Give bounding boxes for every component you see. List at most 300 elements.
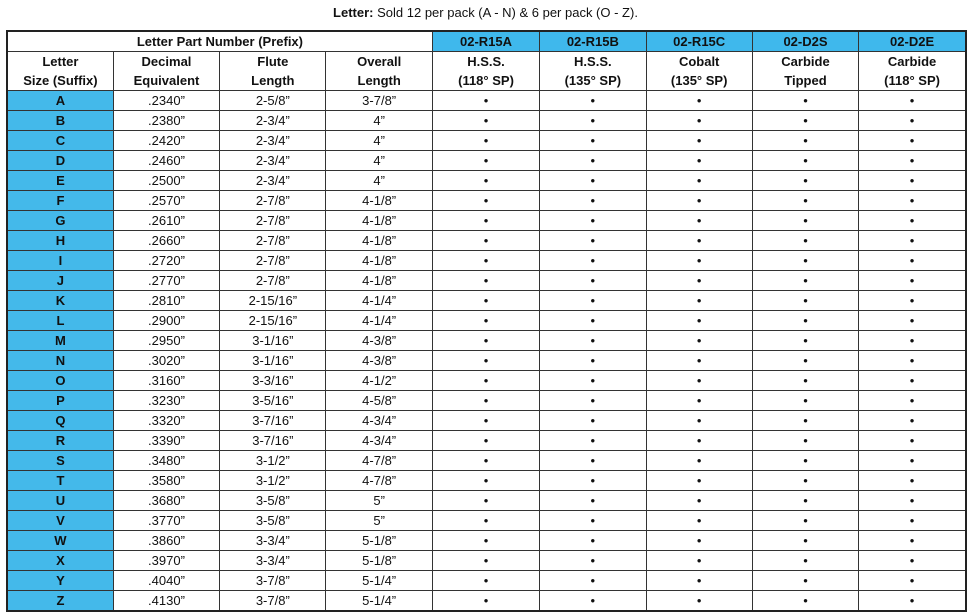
letter-size-cell: H bbox=[7, 231, 113, 251]
decimal-cell: .2810” bbox=[113, 291, 219, 311]
availability-dot: • bbox=[432, 91, 539, 111]
availability-dot: • bbox=[432, 591, 539, 612]
flute-length-cell: 2-3/4” bbox=[220, 171, 326, 191]
flute-length-cell: 3-7/16” bbox=[220, 431, 326, 451]
availability-dot: • bbox=[859, 171, 966, 191]
letter-size-cell: G bbox=[7, 211, 113, 231]
overall-length-cell: 4-7/8” bbox=[326, 451, 432, 471]
availability-dot: • bbox=[432, 311, 539, 331]
availability-dot: • bbox=[752, 291, 858, 311]
availability-dot: • bbox=[752, 391, 858, 411]
column-header-line: Overall bbox=[357, 54, 402, 69]
availability-dot: • bbox=[646, 371, 752, 391]
availability-dot: • bbox=[540, 571, 646, 591]
availability-dot: • bbox=[540, 331, 646, 351]
letter-size-cell: V bbox=[7, 511, 113, 531]
availability-dot: • bbox=[859, 511, 966, 531]
availability-dot: • bbox=[859, 391, 966, 411]
overall-length-cell: 4-1/8” bbox=[326, 231, 432, 251]
decimal-cell: .3390” bbox=[113, 431, 219, 451]
availability-dot: • bbox=[752, 411, 858, 431]
overall-length-cell: 4-3/4” bbox=[326, 411, 432, 431]
availability-dot: • bbox=[646, 271, 752, 291]
availability-dot: • bbox=[432, 431, 539, 451]
overall-length-cell: 4-1/4” bbox=[326, 291, 432, 311]
table-row bbox=[7, 171, 966, 191]
availability-dot: • bbox=[646, 571, 752, 591]
overall-length-cell: 4-1/8” bbox=[326, 211, 432, 231]
availability-dot: • bbox=[432, 331, 539, 351]
overall-length-cell: 5” bbox=[326, 511, 432, 531]
decimal-cell: .3020” bbox=[113, 351, 219, 371]
decimal-cell: .2720” bbox=[113, 251, 219, 271]
table-row bbox=[7, 511, 966, 531]
table-row bbox=[7, 551, 966, 571]
table-row bbox=[7, 191, 966, 211]
availability-dot: • bbox=[752, 91, 858, 111]
letter-size-cell: O bbox=[7, 371, 113, 391]
column-header-line: Length bbox=[357, 73, 401, 88]
flute-length-cell: 3-7/8” bbox=[220, 571, 326, 591]
part-number-header: 02-R15B bbox=[540, 31, 646, 52]
overall-length-cell: 4-1/8” bbox=[326, 271, 432, 291]
decimal-cell: .3970” bbox=[113, 551, 219, 571]
availability-dot: • bbox=[432, 471, 539, 491]
decimal-cell: .4130” bbox=[113, 591, 219, 612]
availability-dot: • bbox=[540, 411, 646, 431]
availability-dot: • bbox=[646, 391, 752, 411]
availability-dot: • bbox=[432, 411, 539, 431]
availability-dot: • bbox=[752, 311, 858, 331]
overall-length-cell: 4-3/8” bbox=[326, 331, 432, 351]
availability-dot: • bbox=[540, 551, 646, 571]
decimal-cell: .3160” bbox=[113, 371, 219, 391]
flute-length-cell: 2-5/8” bbox=[220, 91, 326, 111]
flute-length-cell: 2-7/8” bbox=[220, 191, 326, 211]
availability-dot: • bbox=[859, 551, 966, 571]
column-header bbox=[859, 52, 966, 91]
availability-dot: • bbox=[859, 131, 966, 151]
availability-dot: • bbox=[432, 111, 539, 131]
flute-length-cell: 2-3/4” bbox=[220, 111, 326, 131]
flute-length-cell: 2-15/16” bbox=[220, 291, 326, 311]
availability-dot: • bbox=[752, 171, 858, 191]
availability-dot: • bbox=[752, 331, 858, 351]
letter-size-cell: F bbox=[7, 191, 113, 211]
availability-dot: • bbox=[859, 571, 966, 591]
flute-length-cell: 3-3/4” bbox=[220, 551, 326, 571]
part-number-header: 02-R15C bbox=[646, 31, 752, 52]
availability-dot: • bbox=[540, 351, 646, 371]
availability-dot: • bbox=[540, 151, 646, 171]
flute-length-cell: 2-7/8” bbox=[220, 251, 326, 271]
column-header-line: (118° SP) bbox=[458, 73, 514, 88]
availability-dot: • bbox=[646, 191, 752, 211]
decimal-cell: .3860” bbox=[113, 531, 219, 551]
availability-dot: • bbox=[540, 111, 646, 131]
letter-size-cell: T bbox=[7, 471, 113, 491]
decimal-cell: .2460” bbox=[113, 151, 219, 171]
availability-dot: • bbox=[859, 231, 966, 251]
availability-dot: • bbox=[859, 591, 966, 612]
flute-length-cell: 3-1/2” bbox=[220, 471, 326, 491]
overall-length-cell: 4-5/8” bbox=[326, 391, 432, 411]
availability-dot: • bbox=[752, 231, 858, 251]
overall-length-cell: 5-1/8” bbox=[326, 551, 432, 571]
decimal-cell: .3230” bbox=[113, 391, 219, 411]
decimal-cell: .3320” bbox=[113, 411, 219, 431]
letter-size-cell: D bbox=[7, 151, 113, 171]
availability-dot: • bbox=[432, 191, 539, 211]
overall-length-cell: 4-7/8” bbox=[326, 471, 432, 491]
availability-dot: • bbox=[752, 571, 858, 591]
decimal-cell: .2660” bbox=[113, 231, 219, 251]
overall-length-cell: 5” bbox=[326, 491, 432, 511]
table-row bbox=[7, 131, 966, 151]
overall-length-cell: 4-1/8” bbox=[326, 191, 432, 211]
availability-dot: • bbox=[646, 551, 752, 571]
availability-dot: • bbox=[432, 531, 539, 551]
availability-dot: • bbox=[432, 291, 539, 311]
availability-dot: • bbox=[859, 471, 966, 491]
table-row bbox=[7, 531, 966, 551]
column-header-line: Equivalent bbox=[133, 73, 200, 88]
letter-size-cell: N bbox=[7, 351, 113, 371]
column-header bbox=[326, 52, 432, 91]
column-header-row bbox=[7, 52, 966, 91]
letter-size-cell: W bbox=[7, 531, 113, 551]
table-row bbox=[7, 231, 966, 251]
availability-dot: • bbox=[540, 511, 646, 531]
flute-length-cell: 3-5/8” bbox=[220, 511, 326, 531]
availability-dot: • bbox=[752, 491, 858, 511]
column-header-line: (135° SP) bbox=[670, 73, 728, 88]
column-header-line: Letter bbox=[42, 54, 79, 69]
availability-dot: • bbox=[752, 251, 858, 271]
availability-dot: • bbox=[752, 451, 858, 471]
overall-length-cell: 4” bbox=[326, 111, 432, 131]
availability-dot: • bbox=[432, 171, 539, 191]
decimal-cell: .3770” bbox=[113, 511, 219, 531]
availability-dot: • bbox=[540, 311, 646, 331]
table-row bbox=[7, 391, 966, 411]
availability-dot: • bbox=[859, 151, 966, 171]
letter-size-cell: P bbox=[7, 391, 113, 411]
availability-dot: • bbox=[540, 431, 646, 451]
flute-length-cell: 3-5/16” bbox=[220, 391, 326, 411]
availability-dot: • bbox=[646, 211, 752, 231]
letter-size-cell: B bbox=[7, 111, 113, 131]
availability-dot: • bbox=[752, 351, 858, 371]
caption-text: Sold 12 per pack (A - N) & 6 per pack (O - Z). bbox=[377, 5, 638, 20]
availability-dot: • bbox=[646, 451, 752, 471]
availability-dot: • bbox=[752, 371, 858, 391]
letter-size-cell: Y bbox=[7, 571, 113, 591]
availability-dot: • bbox=[540, 291, 646, 311]
letter-size-cell: E bbox=[7, 171, 113, 191]
column-header bbox=[540, 52, 646, 91]
overall-length-cell: 3-7/8” bbox=[326, 91, 432, 111]
letter-size-cell: A bbox=[7, 91, 113, 111]
table-body bbox=[7, 91, 966, 612]
table-row bbox=[7, 431, 966, 451]
availability-dot: • bbox=[752, 131, 858, 151]
overall-length-cell: 5-1/8” bbox=[326, 531, 432, 551]
availability-dot: • bbox=[752, 531, 858, 551]
letter-size-cell: Z bbox=[7, 591, 113, 612]
availability-dot: • bbox=[752, 191, 858, 211]
table-row bbox=[7, 271, 966, 291]
availability-dot: • bbox=[432, 391, 539, 411]
column-header-line: Flute bbox=[257, 54, 289, 69]
availability-dot: • bbox=[540, 451, 646, 471]
column-header bbox=[752, 52, 858, 91]
flute-length-cell: 2-7/8” bbox=[220, 271, 326, 291]
flute-length-cell: 2-3/4” bbox=[220, 131, 326, 151]
flute-length-cell: 2-15/16” bbox=[220, 311, 326, 331]
decimal-cell: .2770” bbox=[113, 271, 219, 291]
letter-size-cell: X bbox=[7, 551, 113, 571]
overall-length-cell: 4-3/8” bbox=[326, 351, 432, 371]
availability-dot: • bbox=[646, 171, 752, 191]
table-row bbox=[7, 451, 966, 471]
availability-dot: • bbox=[752, 431, 858, 451]
decimal-cell: .3480” bbox=[113, 451, 219, 471]
letter-size-cell: S bbox=[7, 451, 113, 471]
availability-dot: • bbox=[432, 551, 539, 571]
flute-length-cell: 3-7/16” bbox=[220, 411, 326, 431]
table-row bbox=[7, 111, 966, 131]
overall-length-cell: 4-1/8” bbox=[326, 251, 432, 271]
overall-length-cell: 4-3/4” bbox=[326, 431, 432, 451]
availability-dot: • bbox=[646, 311, 752, 331]
decimal-cell: .3680” bbox=[113, 491, 219, 511]
table-row bbox=[7, 151, 966, 171]
column-header-line: Length bbox=[251, 73, 295, 88]
availability-dot: • bbox=[752, 511, 858, 531]
availability-dot: • bbox=[432, 271, 539, 291]
availability-dot: • bbox=[540, 231, 646, 251]
availability-dot: • bbox=[540, 391, 646, 411]
availability-dot: • bbox=[646, 411, 752, 431]
flute-length-cell: 3-1/16” bbox=[220, 331, 326, 351]
table-row bbox=[7, 291, 966, 311]
decimal-cell: .2570” bbox=[113, 191, 219, 211]
column-header-line: H.S.S. bbox=[574, 54, 612, 69]
part-number-header: 02-R15A bbox=[432, 31, 539, 52]
availability-dot: • bbox=[540, 471, 646, 491]
decimal-cell: .2420” bbox=[113, 131, 219, 151]
availability-dot: • bbox=[646, 111, 752, 131]
availability-dot: • bbox=[859, 531, 966, 551]
decimal-cell: .2500” bbox=[113, 171, 219, 191]
availability-dot: • bbox=[540, 531, 646, 551]
column-header-line: Carbide bbox=[887, 54, 937, 69]
overall-length-cell: 4-1/2” bbox=[326, 371, 432, 391]
overall-length-cell: 4” bbox=[326, 151, 432, 171]
column-header bbox=[113, 52, 219, 91]
availability-dot: • bbox=[859, 291, 966, 311]
availability-dot: • bbox=[752, 151, 858, 171]
column-header-line: Size (Suffix) bbox=[23, 73, 98, 88]
availability-dot: • bbox=[646, 231, 752, 251]
availability-dot: • bbox=[540, 211, 646, 231]
availability-dot: • bbox=[432, 571, 539, 591]
availability-dot: • bbox=[540, 171, 646, 191]
letter-size-cell: C bbox=[7, 131, 113, 151]
decimal-cell: .2900” bbox=[113, 311, 219, 331]
flute-length-cell: 3-7/8” bbox=[220, 591, 326, 612]
availability-dot: • bbox=[432, 451, 539, 471]
overall-length-cell: 5-1/4” bbox=[326, 591, 432, 612]
availability-dot: • bbox=[859, 451, 966, 471]
table-row bbox=[7, 591, 966, 612]
availability-dot: • bbox=[859, 311, 966, 331]
flute-length-cell: 2-7/8” bbox=[220, 211, 326, 231]
letter-size-cell: I bbox=[7, 251, 113, 271]
availability-dot: • bbox=[859, 411, 966, 431]
table-row bbox=[7, 351, 966, 371]
availability-dot: • bbox=[646, 511, 752, 531]
availability-dot: • bbox=[859, 91, 966, 111]
table-row bbox=[7, 311, 966, 331]
availability-dot: • bbox=[432, 211, 539, 231]
availability-dot: • bbox=[432, 511, 539, 531]
letter-size-cell: M bbox=[7, 331, 113, 351]
column-header-line: (118° SP) bbox=[884, 73, 940, 88]
part-number-header: 02-D2E bbox=[859, 31, 966, 52]
availability-dot: • bbox=[432, 491, 539, 511]
column-header-line: (135° SP) bbox=[564, 73, 622, 88]
availability-dot: • bbox=[646, 351, 752, 371]
availability-dot: • bbox=[646, 151, 752, 171]
availability-dot: • bbox=[646, 471, 752, 491]
availability-dot: • bbox=[859, 111, 966, 131]
table-row bbox=[7, 211, 966, 231]
column-header bbox=[646, 52, 752, 91]
decimal-cell: .2340” bbox=[113, 91, 219, 111]
availability-dot: • bbox=[646, 531, 752, 551]
availability-dot: • bbox=[432, 371, 539, 391]
decimal-cell: .2610” bbox=[113, 211, 219, 231]
availability-dot: • bbox=[859, 351, 966, 371]
letter-size-cell: K bbox=[7, 291, 113, 311]
availability-dot: • bbox=[540, 131, 646, 151]
column-header bbox=[220, 52, 326, 91]
table-row bbox=[7, 251, 966, 271]
table-caption bbox=[0, 0, 971, 26]
column-header bbox=[7, 52, 113, 91]
column-header-line: H.S.S. bbox=[467, 54, 505, 69]
flute-length-cell: 3-1/2” bbox=[220, 451, 326, 471]
availability-dot: • bbox=[540, 191, 646, 211]
availability-dot: • bbox=[540, 491, 646, 511]
availability-dot: • bbox=[540, 251, 646, 271]
letter-drill-table bbox=[6, 30, 967, 612]
availability-dot: • bbox=[432, 231, 539, 251]
column-header-line: Decimal bbox=[141, 54, 192, 69]
column-header-line: Tipped bbox=[784, 73, 827, 88]
availability-dot: • bbox=[859, 491, 966, 511]
availability-dot: • bbox=[752, 271, 858, 291]
decimal-cell: .4040” bbox=[113, 571, 219, 591]
table-row bbox=[7, 491, 966, 511]
availability-dot: • bbox=[859, 371, 966, 391]
overall-length-cell: 4-1/4” bbox=[326, 311, 432, 331]
table-row bbox=[7, 91, 966, 111]
availability-dot: • bbox=[540, 91, 646, 111]
table-row bbox=[7, 471, 966, 491]
availability-dot: • bbox=[646, 131, 752, 151]
table-row bbox=[7, 411, 966, 431]
decimal-cell: .2950” bbox=[113, 331, 219, 351]
flute-length-cell: 3-3/4” bbox=[220, 531, 326, 551]
availability-dot: • bbox=[859, 211, 966, 231]
availability-dot: • bbox=[646, 331, 752, 351]
letter-size-cell: Q bbox=[7, 411, 113, 431]
availability-dot: • bbox=[540, 271, 646, 291]
availability-dot: • bbox=[646, 431, 752, 451]
availability-dot: • bbox=[646, 91, 752, 111]
decimal-cell: .3580” bbox=[113, 471, 219, 491]
flute-length-cell: 3-3/16” bbox=[220, 371, 326, 391]
availability-dot: • bbox=[752, 591, 858, 612]
availability-dot: • bbox=[432, 151, 539, 171]
availability-dot: • bbox=[859, 431, 966, 451]
table-row bbox=[7, 331, 966, 351]
availability-dot: • bbox=[646, 291, 752, 311]
letter-size-cell: U bbox=[7, 491, 113, 511]
availability-dot: • bbox=[859, 191, 966, 211]
prefix-header: Letter Part Number (Prefix) bbox=[7, 31, 432, 52]
availability-dot: • bbox=[859, 251, 966, 271]
availability-dot: • bbox=[646, 491, 752, 511]
overall-length-cell: 5-1/4” bbox=[326, 571, 432, 591]
availability-dot: • bbox=[540, 371, 646, 391]
availability-dot: • bbox=[646, 591, 752, 612]
column-header-line: Carbide bbox=[781, 54, 830, 69]
flute-length-cell: 3-5/8” bbox=[220, 491, 326, 511]
table-row bbox=[7, 371, 966, 391]
part-number-header-row bbox=[7, 31, 966, 52]
letter-size-cell: L bbox=[7, 311, 113, 331]
availability-dot: • bbox=[752, 111, 858, 131]
availability-dot: • bbox=[752, 551, 858, 571]
availability-dot: • bbox=[859, 331, 966, 351]
letter-size-cell: R bbox=[7, 431, 113, 451]
overall-length-cell: 4” bbox=[326, 131, 432, 151]
part-number-header: 02-D2S bbox=[752, 31, 858, 52]
letter-size-cell: J bbox=[7, 271, 113, 291]
flute-length-cell: 2-3/4” bbox=[220, 151, 326, 171]
flute-length-cell: 2-7/8” bbox=[220, 231, 326, 251]
availability-dot: • bbox=[432, 351, 539, 371]
availability-dot: • bbox=[432, 251, 539, 271]
decimal-cell: .2380” bbox=[113, 111, 219, 131]
overall-length-cell: 4” bbox=[326, 171, 432, 191]
availability-dot: • bbox=[540, 591, 646, 612]
column-header bbox=[432, 52, 539, 91]
availability-dot: • bbox=[646, 251, 752, 271]
availability-dot: • bbox=[752, 211, 858, 231]
caption-label: Letter: bbox=[333, 5, 374, 20]
availability-dot: • bbox=[432, 131, 539, 151]
column-header-line: Cobalt bbox=[678, 54, 720, 69]
flute-length-cell: 3-1/16” bbox=[220, 351, 326, 371]
availability-dot: • bbox=[752, 471, 858, 491]
table-row bbox=[7, 571, 966, 591]
availability-dot: • bbox=[859, 271, 966, 291]
